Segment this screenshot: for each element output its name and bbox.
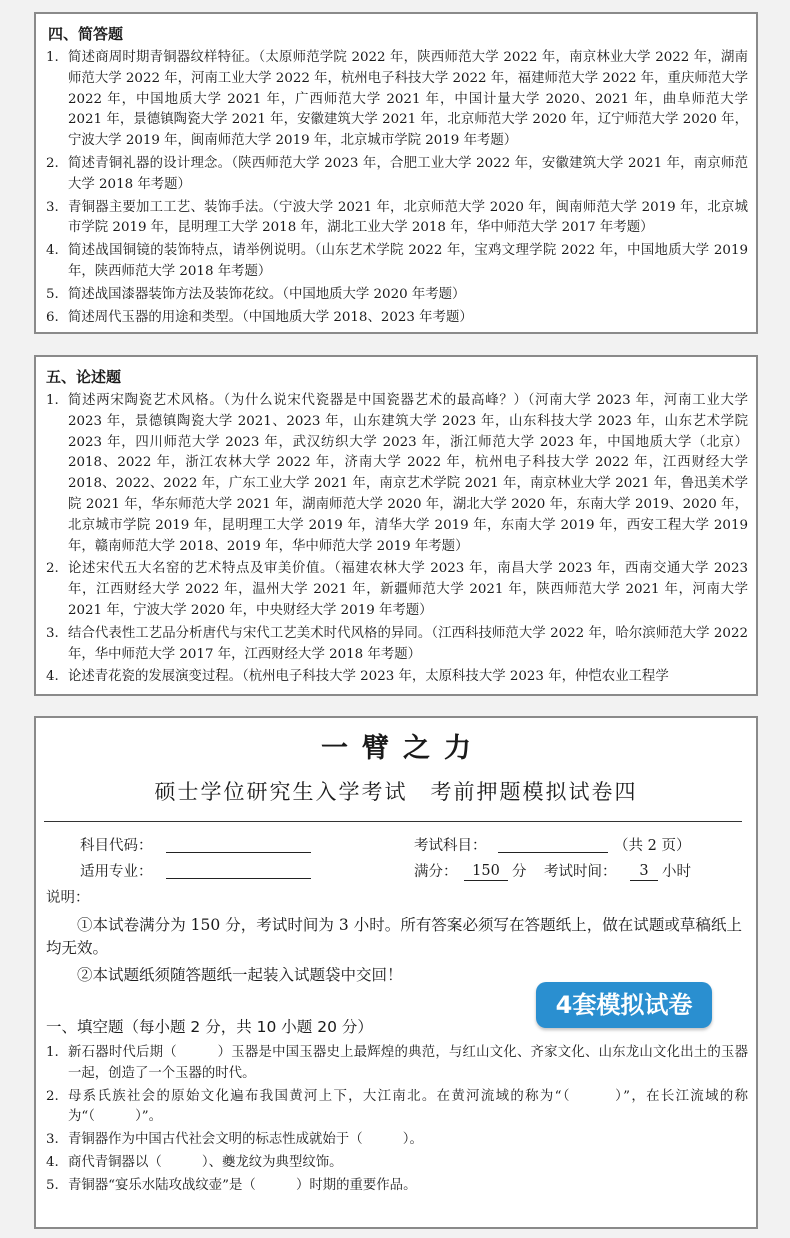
question-item <box>46 1043 748 1085</box>
promo-badge: 4套模拟试卷 <box>536 982 712 1028</box>
question-number: 2. <box>46 561 59 577</box>
question-item <box>46 48 748 152</box>
question-number: 3. <box>46 625 59 641</box>
question-number: 1. <box>46 393 59 408</box>
time-label: 考试时间： <box>544 864 617 880</box>
question-number: 1. <box>46 1045 59 1060</box>
question-list <box>36 1043 756 1197</box>
exam-subject-blank <box>498 834 608 853</box>
question-number: 2. <box>46 155 59 171</box>
time-unit: 小时 <box>662 864 691 880</box>
question-item <box>46 559 748 621</box>
question-item <box>46 241 748 283</box>
question-text: 简述战国漆器装饰方法及装饰花纹。（中国地质大学 2020 年考题） <box>68 286 466 302</box>
section-title: 一、填空题（每小题 2 分，共 10 小题 20 分） <box>46 1018 373 1036</box>
instruction-text: ①本试卷满分为 150 分，考试时间为 3 小时。所有答案必须写在答题纸上，做在试题或草稿纸上均无效。 <box>46 916 742 957</box>
question-number: 1. <box>46 50 59 65</box>
score-unit: 分 <box>512 864 527 880</box>
question-item <box>46 1087 748 1129</box>
question-item <box>46 1176 748 1197</box>
info-row <box>36 834 756 858</box>
question-item <box>46 667 748 688</box>
question-number: 2. <box>46 1088 59 1104</box>
question-text: 结合代表性工艺品分析唐代与宋代工艺美术时代风格的异同。（江西科技师范大学 2022 年，哈尔滨师范大学 2022 年，华中师范大学 2017 年，江西财经大学 2018 年考题） <box>68 625 748 662</box>
info-row <box>36 860 756 884</box>
question-number: 3. <box>46 1132 59 1148</box>
exam-subject-label: 考试科目： <box>414 838 487 854</box>
question-text: 简述青铜礼器的设计理念。（陕西师范大学 2023 年，合肥工业大学 2022 年，安徽建筑大学 2021 年，南京师范大学 2018 年考题） <box>68 155 748 192</box>
question-item <box>46 1130 748 1151</box>
subject-code-label: 科目代码： <box>80 838 153 854</box>
question-number: 4. <box>46 669 59 685</box>
section-title: 四、简答题 <box>48 25 124 43</box>
instruction-text: ②本试题纸须随答题纸一起装入试题袋中交回！ <box>77 966 403 984</box>
question-list <box>36 391 756 688</box>
question-item <box>46 391 748 557</box>
question-item <box>46 624 748 666</box>
question-text: 母系氏族社会的原始文化遍布我国黄河上下，大江南北。在黄河流域的称为“（ ）”，在长江流域的称为“（ ）”。 <box>68 1088 748 1125</box>
brand-logo-text: 一臂之力 <box>321 733 485 764</box>
question-item <box>46 1153 748 1174</box>
question-text: 青铜器作为中国古代社会文明的标志性成就始于（ ）。 <box>68 1132 423 1148</box>
question-item <box>46 285 748 306</box>
question-text: 简述周代玉器的用途和类型。（中国地质大学 2018、2023 年考题） <box>68 309 473 325</box>
question-number: 4. <box>46 243 59 259</box>
question-text: 论述宋代五大名窑的艺术特点及审美价值。（福建农林大学 2023 年，南昌大学 2023 年，西南交通大学 2023 年，江西财经大学 2022 年，温州大学 2021 年，新疆师范大学 2021 年，陕西师范大学 2021 年，河南大学 2021 年，宁波大学 2020 年，中央财经大学 2019 年考题） <box>68 561 748 618</box>
question-list <box>36 48 756 328</box>
question-text: 简述战国铜镜的装饰特点，请举例说明。（山东艺术学院 2022 年，宝鸡文理学院 2022 年，中国地质大学 2019 年，陕西师范大学 2018 年考题） <box>68 243 748 279</box>
short-answer-card <box>34 12 758 334</box>
exam-paper-card <box>34 716 758 1229</box>
exam-info-block <box>36 822 756 878</box>
question-number: 5. <box>46 286 59 302</box>
subject-code-blank <box>166 834 311 853</box>
paper-title: 硕士学位研究生入学考试 考前押题模拟试卷四 <box>154 780 638 804</box>
section-title: 五、论述题 <box>46 368 122 386</box>
question-item <box>46 308 748 329</box>
question-text: 论述青花瓷的发展演变过程。（杭州电子科技大学 2023 年，太原科技大学 2023 年，仲恺农业工程学 <box>68 669 669 685</box>
essay-card <box>34 355 758 696</box>
question-number: 3. <box>46 199 59 215</box>
question-item <box>46 154 748 196</box>
full-score-value: 150 <box>464 860 508 881</box>
question-text: 青铜器主要加工工艺、装饰手法。（宁波大学 2021 年，北京师范大学 2020 年，闽南师范大学 2019 年，北京城市学院 2019 年，昆明理工大学 2018 年，湖北工业大学 2018 年，华中师范大学 2017 年考题） <box>68 199 748 236</box>
major-blank <box>166 860 311 879</box>
question-text: 新石器时代后期（ ）玉器是中国玉器史上最辉煌的典范，与红山文化、齐家文化、山东龙山文化出土的玉器一起，创造了一个玉器的时代。 <box>68 1045 748 1081</box>
time-value: 3 <box>630 860 658 881</box>
question-number: 5. <box>46 1177 59 1193</box>
major-label: 适用专业： <box>80 864 153 880</box>
full-score-label: 满分： <box>414 864 458 880</box>
question-number: 6. <box>46 309 59 325</box>
question-number: 4. <box>46 1154 59 1170</box>
question-text: 简述商周时期青铜器纹样特征。（太原师范学院 2022 年，陕西师范大学 2022 年，南京林业大学 2022 年，湖南师范大学 2022 年，河南工业大学 2022 年，杭州电子科技大学 2022 年，福建师范大学 2022 年，重庆师范大学 2022 年，中国地质大学 2021 年，广西师范大学 2021 年，中国计量大学 2020、2021 年，曲阜师范大学 2021 年，景德镇陶瓷大学 2021 年，安徽建筑大学 2021 年，北京师范大学 2020 年，辽宁师范大学 2020 年，宁波大学 2019 年，闽南师范大学 2019 年，北京城市学院 2019 年考题） <box>68 50 748 149</box>
question-text: 青铜器“宴乐水陆攻战纹壶”是（ ）时期的重要作品。 <box>68 1177 417 1193</box>
question-text: 简述两宋陶瓷艺术风格。（为什么说宋代瓷器是中国瓷器艺术的最高峰？）（河南大学 2023 年，河南工业大学 2023 年，景德镇陶瓷大学 2021、2023 年，山东建筑大学 2023 年，山东科技大学 2023 年，山东艺术学院 2023 年，四川师范大学 2023 年，武汉纺织大学 2023 年，浙江师范大学 2023 年，中国地质大学（北京）2018、2022 年，浙江农林大学 2022 年，济南大学 2022 年，杭州电子科技大学 2022 年，江西财经大学 2018、2022、2022 年，广东工业大学 2021 年，南京艺术学院 2021 年，南京林业大学 2021 年，鲁迅美术学院 2021 年，华东师范大学 2021 年，湖南师范大学 2020 年，湖北大学 2020 年，东南大学 2019、2020 年，北京城市学院 2019 年，昆明理工大学 2019 年，清华大学 2019 年，东南大学 2019 年，西安工程大学 2019 年，赣南师范大学 2018、2019 年，华中师范大学 2019 年考题） <box>68 393 748 554</box>
pages-note: （共 2 页） <box>614 838 691 854</box>
question-item <box>46 198 748 240</box>
instructions-label: 说明： <box>46 890 90 906</box>
question-text: 商代青铜器以（ ）、夔龙纹为典型纹饰。 <box>68 1154 343 1170</box>
